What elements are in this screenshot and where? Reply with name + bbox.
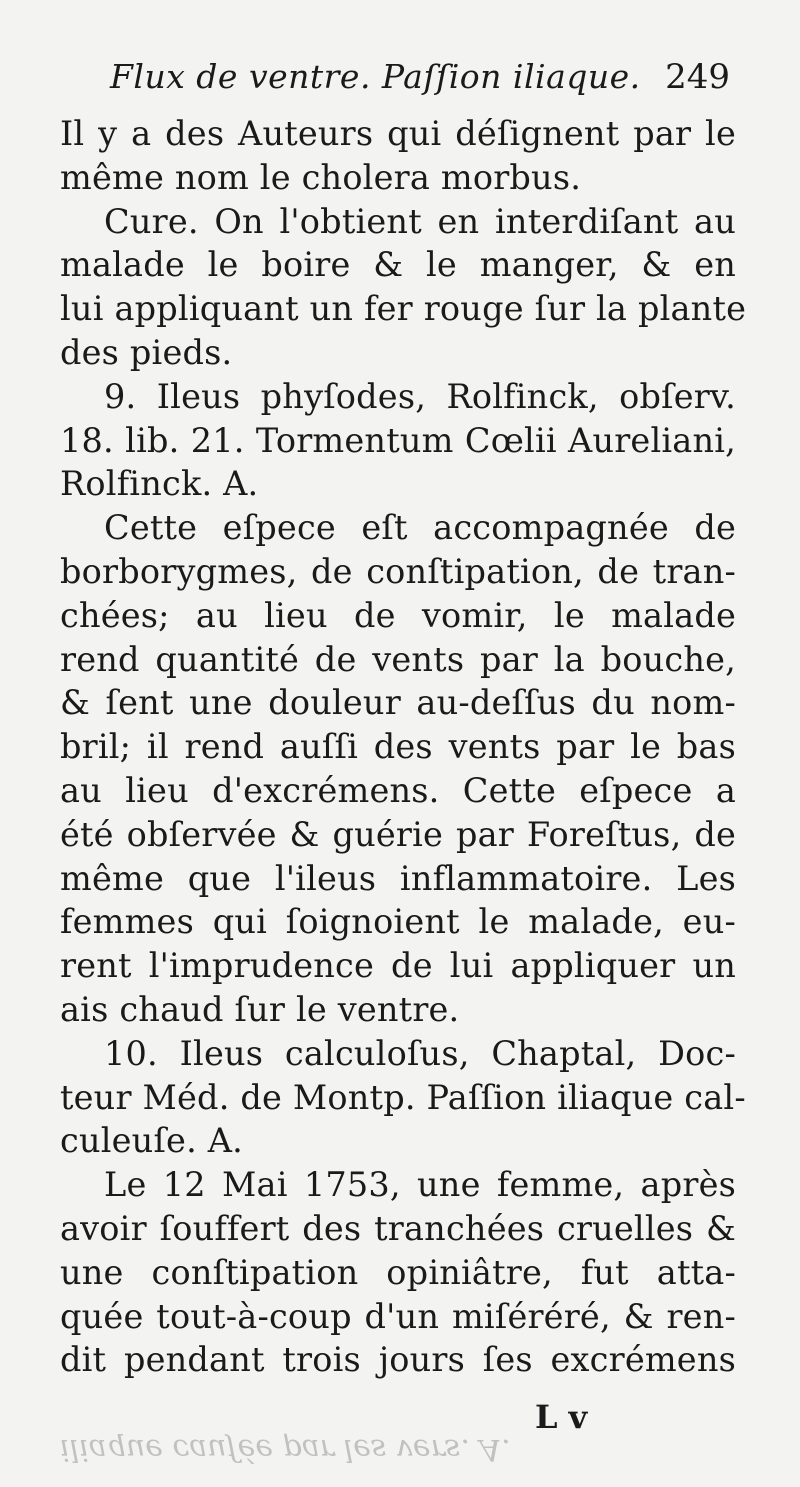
text-line: 18. lib. 21. Tormentum Cœlii Aureliani, [60, 420, 736, 460]
text-line: une conſtipation opiniâtre, fut atta- [60, 1252, 736, 1292]
text-line: rent l'imprudence de lui appliquer un [60, 946, 736, 986]
text-line: & ſent une douleur au-deſſus du nom- [60, 683, 736, 723]
text-line: bril; il rend auſſi des vents par le bas [60, 727, 736, 767]
text-line: teur Méd. de Montp. Paſſion iliaque cal- [60, 1077, 746, 1117]
text-line: Il y a des Auteurs qui déſignent par le [60, 114, 736, 153]
page-body [60, 112, 747, 1382]
text-line: lui appliquant un fer rouge ſur la plante [60, 289, 747, 329]
text-line: Rolfinck. A. [60, 464, 259, 504]
text-line: même nom le cholera morbus. [60, 157, 582, 197]
text-line: ais chaud ſur le ventre. [60, 989, 460, 1029]
text-line: Le 12 Mai 1753, une femme, après [104, 1165, 736, 1205]
text-line: borborygmes, de conſtipation, de tran- [60, 551, 736, 591]
page-number: 249 [665, 57, 730, 97]
text-line: Cure. On l'obtient en interdiſant au [104, 201, 736, 241]
running-header [110, 52, 730, 102]
text-line: rend quantité de vents par la bouche, [60, 639, 736, 679]
text-line: dit pendant trois jours ſes excrémens [60, 1340, 736, 1380]
text-line: culeuſe. A. [60, 1121, 244, 1161]
text-line: Cette eſpece eſt accompagnée de [104, 508, 736, 548]
text-line: quée tout-à-coup d'un miſéréré, & ren- [60, 1296, 736, 1336]
signature-mark: L v [535, 1398, 588, 1436]
text-line: même que l'ileus inflammatoire. Les [60, 858, 736, 898]
text-line: femmes qui ſoignoient le malade, eu- [60, 902, 736, 942]
text-line: au lieu d'excrémens. Cette eſpece a [60, 770, 736, 810]
text-line: 10. Ileus calculoſus, Chaptal, Doc- [104, 1033, 736, 1073]
text-line: été obſervée & guérie par Foreſtus, de [60, 814, 736, 854]
text-line: avoir ſouffert des tranchées cruelles & [60, 1208, 736, 1248]
text-line: chées; au lieu de vomir, le malade [60, 595, 736, 635]
running-title: Flux de ventre. Paſſion iliaque. [110, 57, 641, 96]
text-line: des pieds. [60, 332, 233, 372]
bleed-through-text: iliaque cauſée par les vers. A. [60, 1432, 511, 1467]
text-line: 9. Ileus phyſodes, Rolfinck, obſerv. [104, 376, 736, 416]
text-line: malade le boire & le manger, & en [60, 245, 736, 285]
